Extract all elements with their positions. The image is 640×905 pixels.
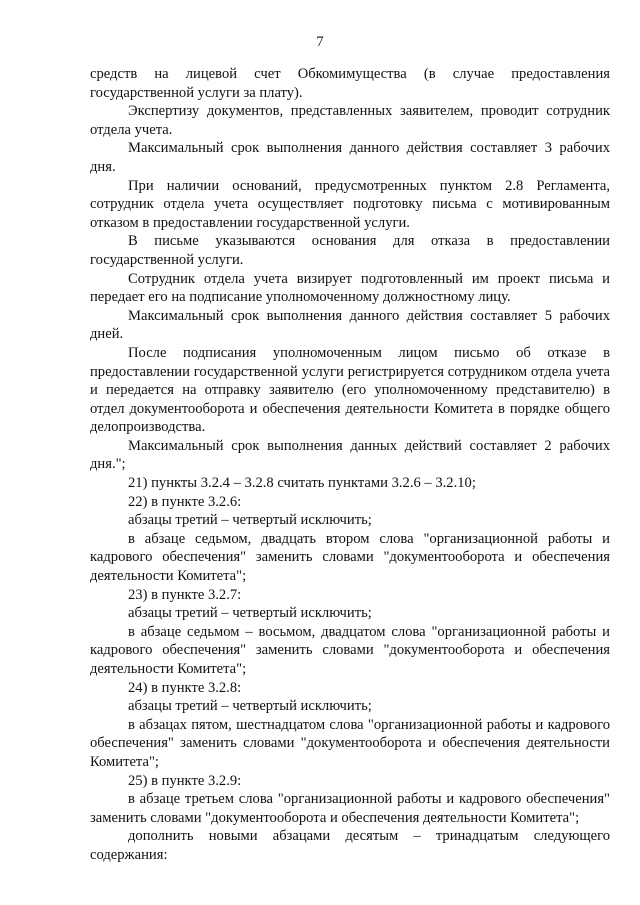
- amendment-item: 21) пункты 3.2.4 – 3.2.8 считать пунктами 3.2.6 – 3.2.10;: [128, 475, 476, 492]
- paragraph: Экспертизу документов, представленных заявителем, проводит сотрудник отдела учета.: [90, 103, 610, 138]
- paragraph: В письме указываются основания для отказа в предоставлении государственной услуги.: [90, 233, 610, 268]
- paragraph: При наличии оснований, предусмотренных пунктом 2.8 Регламента, сотрудник отдела учета осуществляет подготовку письма с мотивированным отказом в предоставлении государственной услуги.: [90, 177, 610, 231]
- paragraph: дополнить новыми абзацами десятым – тринадцатым следующего содержания:: [90, 828, 610, 863]
- amendment-item: 23) в пункте 3.2.7:: [128, 586, 242, 603]
- paragraph: Максимальный срок выполнения данного действия составляет 5 рабочих дней.: [90, 307, 610, 343]
- page-number: 7: [316, 34, 324, 50]
- paragraph: в абзаце третьем слова "организационной работы и кадрового обеспечения" заменить словами "документооборота и обеспечения деятельности Комитета";: [90, 791, 610, 826]
- paragraph: абзацы третий – четвертый исключить;: [128, 605, 372, 622]
- paragraph: в абзаце седьмом – восьмом, двадцатом слова "организационной работы и кадрового обеспечения" заменить словами "документооборота и обеспечения деятельности Комитета";: [90, 623, 610, 677]
- paragraph: абзацы третий – четвертый исключить;: [128, 698, 372, 715]
- paragraph: абзацы третий – четвертый исключить;: [128, 512, 372, 529]
- paragraph: в абзацах пятом, шестнадцатом слова "организационной работы и кадрового обеспечения" заменить словами "документооборота и обеспечения деятельности Комитета";: [90, 716, 610, 770]
- amendment-item: 24) в пункте 3.2.8:: [128, 679, 242, 696]
- paragraph: Сотрудник отдела учета визирует подготовленный им проект письма и передает его на подписание уполномоченному должностному лицу.: [90, 270, 610, 306]
- amendment-item: 22) в пункте 3.2.6:: [128, 493, 242, 510]
- paragraph: После подписания уполномоченным лицом письмо об отказе в предоставлении государственной услуги регистрируется сотрудником отдела учета и передается на отправку заявителю (его уполномоченному представителю) в отдел документооборота и обеспечения деятельности Комитета в порядке общего делопроизводства.: [90, 344, 610, 436]
- paragraph-continuation: средств на лицевой счет Обкомимущества (в случае предоставления государственной услуги за плату).: [90, 66, 610, 101]
- paragraph: Максимальный срок выполнения данных действий составляет 2 рабочих дня.";: [90, 437, 610, 473]
- document-body: [90, 65, 610, 865]
- paragraph: в абзаце седьмом, двадцать втором слова "организационной работы и кадрового обеспечения" заменить словами "документооборота и обеспечения деятельности Комитета";: [90, 530, 610, 585]
- amendment-item: 25) в пункте 3.2.9:: [128, 772, 242, 789]
- paragraph: Максимальный срок выполнения данного действия составляет 3 рабочих дня.: [90, 140, 610, 175]
